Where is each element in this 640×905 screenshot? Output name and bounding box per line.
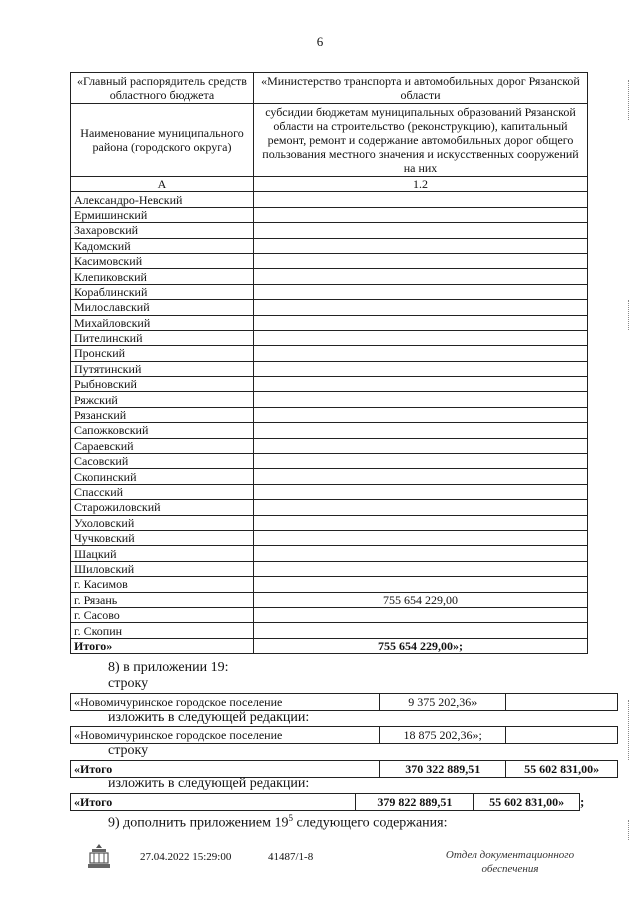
district-name: г. Скопин [71,623,254,638]
district-row [71,377,588,392]
district-name: Рыбновский [71,377,254,392]
district-name: Рязанский [71,407,254,422]
new-row-1-value2 [506,727,618,744]
district-row [71,361,588,376]
district-value [254,515,588,530]
district-row [71,546,588,561]
district-name: г. Рязань [71,592,254,607]
district-name: Чучковский [71,530,254,545]
page-number: 6 [316,34,324,49]
district-row [71,469,588,484]
district-name: Ермишинский [71,207,254,222]
district-row [71,192,588,207]
district-name: г. Сасово [71,607,254,622]
district-name: Александро-Невский [71,192,254,207]
district-value [254,238,588,253]
statement-new-edition-1: изложить в следующей редакции: [108,710,310,725]
district-value [254,346,588,361]
district-row [71,223,588,238]
district-value [254,377,588,392]
district-value [254,561,588,576]
item-9-text [108,810,448,832]
old-total-name: «Итого [71,761,380,778]
district-value [254,484,588,499]
district-value [254,407,588,422]
district-row [71,207,588,222]
district-name: Захаровский [71,223,254,238]
district-name: г. Касимов [71,577,254,592]
district-value [254,315,588,330]
old-row-1-name: «Новомичуринское городское поселение [71,694,380,711]
district-name: Путятинский [71,361,254,376]
district-row [71,577,588,592]
district-value [254,284,588,299]
district-name: Ряжский [71,392,254,407]
district-row [71,484,588,499]
district-value [254,269,588,284]
new-row-1-value: 18 875 202,36»; [380,727,506,744]
old-total-value2: 55 602 831,00» [506,761,618,778]
district-row [71,269,588,284]
district-value: 755 654 229,00 [254,592,588,607]
district-value [254,361,588,376]
item-9-post: следующего содержания: [292,815,448,831]
district-row [71,592,588,607]
total-row [71,638,588,653]
district-row [71,253,588,268]
new-total-value: 379 822 889,51 [356,794,474,811]
district-row [71,607,588,622]
header-subsidy-description: субсидии бюджетам муниципальных образований Рязанской области на строительство (реконструкцию), капитальный ремонт, ремонт и содержание автомобильных дорог общего пользования местного значения и искусственных сооружений на них [254,104,588,177]
new-total-tail: ; [580,794,585,809]
new-total-name: «Итого [71,794,356,811]
row-word-2: строку [108,743,149,758]
district-name: Шиловский [71,561,254,576]
district-row [71,561,588,576]
district-name: Сасовский [71,454,254,469]
district-row [71,346,588,361]
main-table [70,72,588,654]
index-row [71,177,588,192]
district-value [254,223,588,238]
district-name: Пронский [71,346,254,361]
header-row-2 [71,104,588,177]
new-total-table [70,793,580,811]
district-value [254,330,588,345]
item-9-sup: 5 [288,813,293,823]
district-value [254,253,588,268]
header-chief-administrator: «Главный распорядитель средств областного бюджета [71,73,254,104]
old-row-1-value: 9 375 202,36» [380,694,506,711]
district-value [254,438,588,453]
statement-new-edition-2: изложить в следующей редакции: [108,776,310,791]
district-row [71,515,588,530]
district-name: Клепиковский [71,269,254,284]
district-row [71,454,588,469]
item-9-pre: 9) дополнить приложением 19 [108,815,289,831]
district-value [254,192,588,207]
index-col-12: 1.2 [254,177,588,192]
district-row [71,300,588,315]
district-name: Сараевский [71,438,254,453]
old-total-value: 370 322 889,51 [380,761,506,778]
district-name: Шацкий [71,546,254,561]
index-col-a: А [71,177,254,192]
district-name: Милославский [71,300,254,315]
footer-doc-number: 41487/1-8 [268,851,314,863]
district-value [254,454,588,469]
district-row [71,315,588,330]
district-name: Спасский [71,484,254,499]
new-row-table-1 [70,726,618,744]
emblem-icon [86,842,112,872]
scan-mark [628,700,630,760]
total-value: 755 654 229,00»; [254,638,588,653]
district-value [254,546,588,561]
district-value [254,469,588,484]
district-row [71,423,588,438]
district-value [254,423,588,438]
footer-department-stamp: Отдел документационного обеспечения [445,849,575,875]
old-row-1-value2 [506,694,618,711]
district-row [71,530,588,545]
district-name: Ухоловский [71,515,254,530]
total-label: Итого» [71,638,254,653]
district-name: Пителинский [71,330,254,345]
district-row [71,623,588,638]
district-value [254,500,588,515]
scan-mark [628,820,630,840]
district-row [71,407,588,422]
district-name: Кадомский [71,238,254,253]
row-word-1: строку [108,676,149,691]
district-row [71,284,588,299]
district-row [71,392,588,407]
district-value [254,530,588,545]
district-name: Кораблинский [71,284,254,299]
district-value [254,607,588,622]
district-value [254,577,588,592]
footer-datetime: 27.04.2022 15:29:00 [140,851,232,863]
old-row-table-1 [70,693,618,711]
district-value [254,300,588,315]
district-name: Михайловский [71,315,254,330]
scan-mark [628,300,630,330]
district-row [71,330,588,345]
district-name: Скопинский [71,469,254,484]
district-row [71,500,588,515]
district-name: Сапожковский [71,423,254,438]
new-total-value2: 55 602 831,00» [474,794,580,811]
new-row-1-name: «Новомичуринское городское поселение [71,727,380,744]
header-district-name: Наименование муниципального района (городского округа) [71,104,254,177]
header-ministry: «Министерство транспорта и автомобильных дорог Рязанской области [254,73,588,104]
district-name: Старожиловский [71,500,254,515]
district-value [254,207,588,222]
district-value [254,392,588,407]
district-name: Касимовский [71,253,254,268]
item-8-text: 8) в приложении 19: [108,660,229,675]
district-row [71,238,588,253]
header-row-1 [71,73,588,104]
scan-mark [628,80,630,120]
district-row [71,438,588,453]
district-value [254,623,588,638]
